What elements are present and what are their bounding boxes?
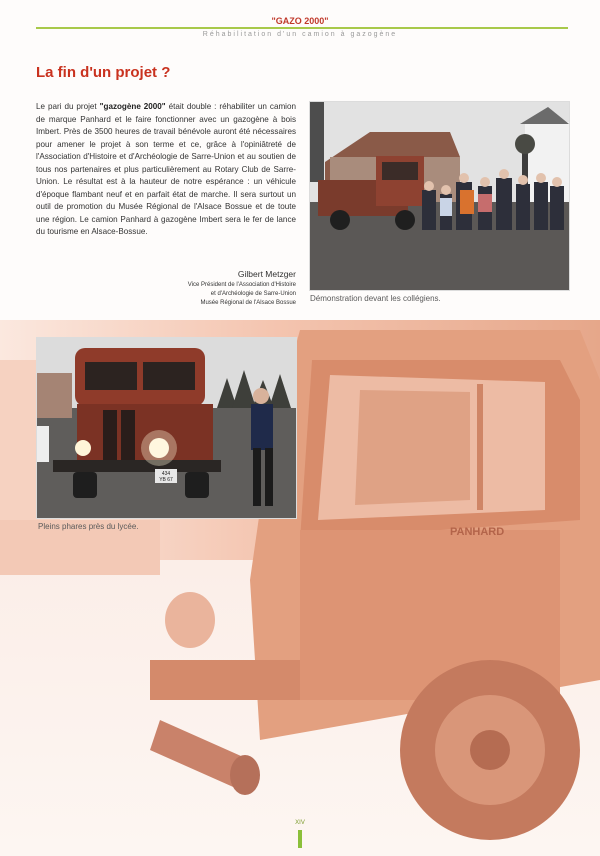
license-plate-line-2: YB 67 xyxy=(159,477,173,483)
photo-demonstration xyxy=(309,101,570,291)
article-body-text: était double : réhabiliter un camion de marque Panhard et le faire fonctionner avec un gazogène à bois Imbert. Près de 3500 heures de travail bénévole auront été nécessaires pour amener le projet à son terme et ce, grâce à l'opiniâtreté de l'Association d'Histoire et d'Archéologie de Sarre-Union et au soutien de tous nos partenaires et plus particulièrement au Rotary Club de Sarre-Union. Le résultat est à la hauteur de notre espérance : un véhicule d'époque flambant neuf et en parfait état de marche. Il sera surtout un outil de promotion du Musée Régional de l'Alsace Bossue et de toute une région. Le camion Panhard à gazogène Imbert sera le fer de lance du tourisme en Alsace-Bossue. xyxy=(36,102,296,236)
caption-demonstration: Démonstration devant les collégiens. xyxy=(310,294,441,303)
article-body xyxy=(36,101,296,239)
page-number-marker xyxy=(298,830,302,848)
author-title-line-2: et d'Archéologie de Sarre-Union xyxy=(210,291,296,297)
article-title: La fin d'un projet ? xyxy=(36,64,171,81)
signature-block xyxy=(140,269,296,308)
author-title-line-1: Vice Président de l'Association d'Histoire xyxy=(187,282,296,288)
article-intro: Le pari du projet xyxy=(36,102,100,111)
page-number: XIV xyxy=(295,820,305,826)
brand-label: PANHARD xyxy=(450,526,505,538)
project-name: "gazogène 2000" xyxy=(99,102,166,111)
author-name: Gilbert Metzger xyxy=(237,269,296,279)
magazine-header-subtitle: Réhabilitation d'un camion à gazogène xyxy=(202,31,398,38)
license-plate-line-1: 434 xyxy=(161,471,171,477)
author-title-line-3: Musée Régional de l'Alsace Bossue xyxy=(200,300,296,306)
caption-headlights: Pleins phares près du lycée. xyxy=(38,522,139,531)
magazine-header-title: "GAZO 2000" xyxy=(271,16,329,26)
header-divider xyxy=(36,27,568,29)
photo-headlights xyxy=(36,337,297,519)
